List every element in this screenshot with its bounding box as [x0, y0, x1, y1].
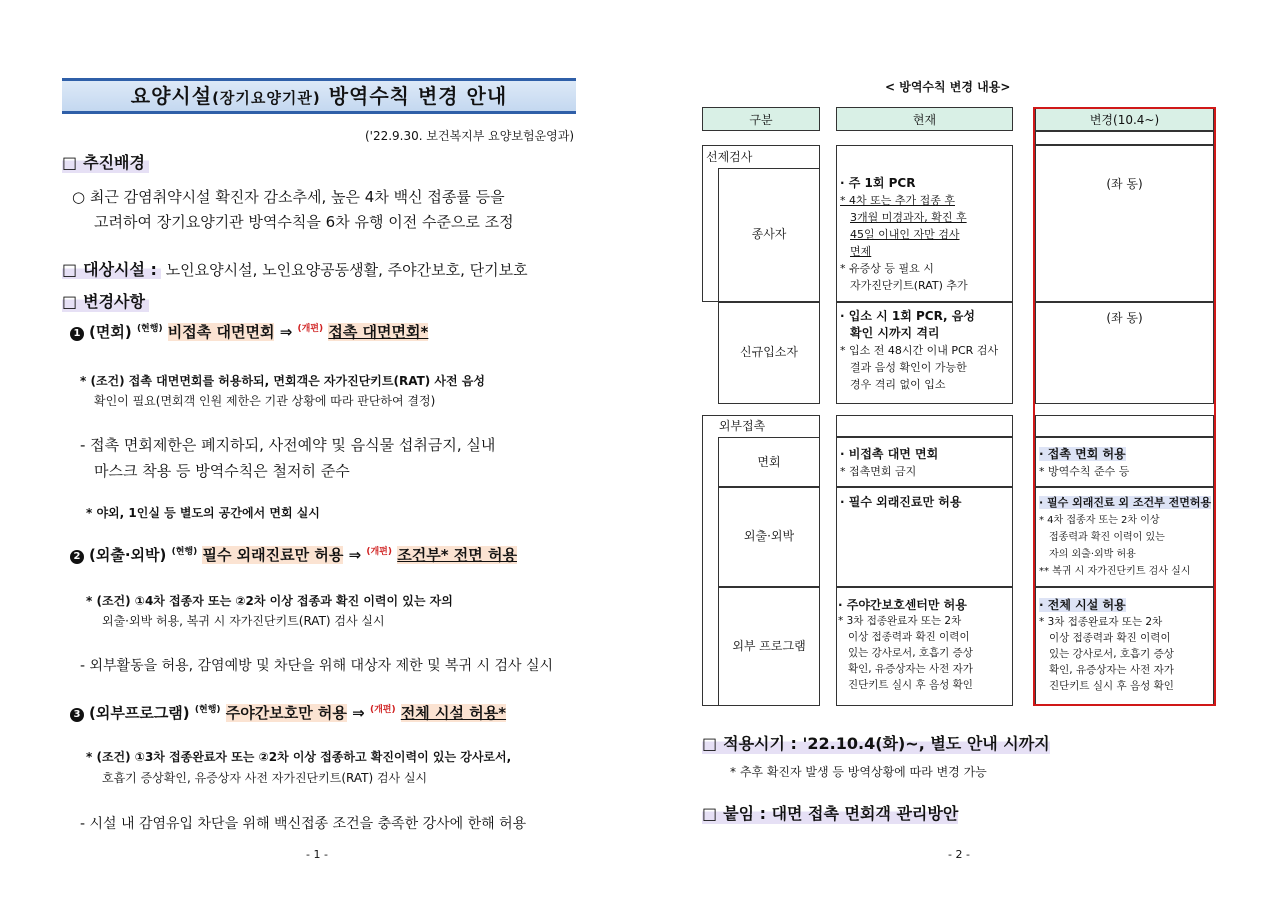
arrow-icon: ⇒ [348, 546, 362, 564]
page-number-1: - 1 - [306, 848, 328, 861]
title-sub: (장기요양기관) [212, 89, 321, 107]
row-outing-label: 외출·외박 [743, 529, 795, 543]
arrow-icon: ⇒ [279, 323, 293, 341]
department-line: ('22.9.30. 보건복지부 요양보험운영과) [364, 129, 574, 143]
row-staff-changed-text: (좌 동) [1106, 177, 1143, 191]
group-preemptive-label: 선제검사 [706, 150, 753, 164]
visit-note-2: 확인이 필요(면회객 인원 제한은 기관 상황에 따라 판단하여 결정) [94, 394, 436, 408]
arrow-icon: ⇒ [352, 704, 365, 722]
square-bullet-icon: □ [702, 734, 718, 753]
outing-new: 조건부* 전면 허용 [397, 546, 517, 564]
title-rest: 방역수칙 변경 안내 [320, 84, 508, 108]
row-visit-label: 면회 [757, 455, 781, 469]
document-title [62, 78, 576, 114]
section-attachment: □ 붙임 : 대면 접촉 면회객 관리방안 [702, 801, 958, 824]
external-changed-spacer [1035, 415, 1214, 437]
visit-note-3: * 야외, 1인실 등 별도의 공간에서 면회 실시 [86, 506, 320, 520]
program-note-1: * (조건) ①3차 접종완료자 또는 ②2차 이상 접종하고 확진이력이 있는 강사로서, [86, 750, 512, 764]
column-header-changed: 변경(10.4~) [1035, 107, 1214, 131]
row-program-changed-text: · 전체 시설 허용 * 3차 접종완료자 또는 2차 이상 접종력과 확진 이력이 있는 강사로서, 호흡기 증상 확인, 유증상자는 사전 자가 진단키트 실시 후 음성 확인 [1039, 598, 1174, 692]
section-target: □ 대상시설 : 노인요양시설, 노인요양공동생활, 주야간보호, 단기보호 [62, 260, 528, 279]
row-staff-label: 종사자 [751, 227, 787, 241]
change-item-program: 3 (외부프로그램) $^{(현행)}$ 주야간보호만 허용 ⇒ $^{(개편)}$ 전체 시설 허용* [70, 702, 506, 723]
change-item-visit: 1 (면회) $^{(현행)}$ 비접촉 대면면회 ⇒ $^{(개편)}$ 접촉 대면면회* [70, 321, 428, 342]
section-changes-label: 변경사항 [83, 292, 145, 311]
section-background [62, 150, 149, 173]
table-title: < 방역수칙 변경 내용> [885, 80, 1011, 94]
row-staff-current-text: · 주 1회 PCR * 4차 또는 추가 접종 후 3개월 미경과자, 확진 후 45일 이내인 자만 검사 면제 * 유증상 등 필요 시 자가진단키트(RAT) 추가 [840, 176, 968, 292]
section-changes [62, 289, 149, 312]
program-current: 주야간보호만 허용 [225, 704, 347, 722]
square-bullet-icon: □ [702, 804, 718, 823]
row-new-resident-current-text: · 입소 시 1회 PCR, 음성 확인 시까지 격리 * 입소 전 48시간 이내 PCR 검사 결과 음성 확인이 가능한 경우 격리 없이 입소 [840, 309, 999, 391]
row-new-resident-changed-text: (좌 동) [1106, 311, 1143, 325]
column-header-category: 구분 [702, 107, 820, 131]
outing-note-2: 외출·외박 허용, 복귀 시 자가진단키트(RAT) 검사 실시 [102, 614, 385, 628]
square-bullet-icon: □ [62, 260, 78, 279]
group-external-label: 외부접촉 [718, 419, 766, 433]
outing-dash-1: - 외부활동을 허용, 감염예방 및 차단을 위해 대상자 제한 및 복귀 시 검사 실시 [80, 658, 554, 674]
external-current-spacer [836, 415, 1013, 437]
row-visit-current-text: · 비접촉 대면 면회 * 접촉면회 금지 [840, 447, 939, 478]
program-dash-1: - 시설 내 감염유입 차단을 위해 백신접종 조건을 충족한 강사에 한해 허용 [80, 816, 527, 832]
number-2-icon: 2 [70, 550, 84, 564]
section-background-label: 추진배경 [83, 153, 145, 172]
square-bullet-icon: □ [62, 153, 78, 172]
visit-dash-1: - 접촉 면회제한은 폐지하되, 사전예약 및 음식물 섭취금지, 실내 [80, 436, 496, 454]
row-visit-changed-text: · 접촉 면회 허용 * 방역수칙 준수 등 [1039, 447, 1130, 478]
number-3-icon: 3 [70, 708, 84, 722]
square-bullet-icon: □ [62, 292, 78, 311]
change-item-outing: 2 (외출·외박) $^{(현행)}$ 필수 외래진료만 허용 ⇒ $^{(개편)}$ 조건부* 전면 허용 [70, 544, 517, 565]
section-apply-period: □ 적용시기 : '22.10.4(화)~, 별도 안내 시까지 [702, 731, 1050, 754]
outing-current: 필수 외래진료만 허용 [202, 546, 344, 564]
apply-period-note: * 추후 확진자 발생 등 방역상황에 따라 변경 가능 [730, 765, 987, 779]
row-new-resident-label: 신규입소자 [740, 345, 798, 359]
target-facilities: 노인요양시설, 노인요양공동생활, 주야간보호, 단기보호 [160, 261, 528, 279]
background-line-2: 고려하여 장기요양기관 방역수칙을 6차 유행 이전 수준으로 조정 [94, 213, 514, 231]
row-program-current-text: · 주야간보호센터만 허용 * 3차 접종완료자 또는 2차 이상 접종력과 확진 이력이 있는 강사로서, 호흡기 증상 확인, 유증상자는 사전 자가 진단키트 실시 후 음성 확인 [838, 598, 973, 691]
row-outing-current-text: · 필수 외래진료만 허용 [840, 495, 962, 509]
visit-new: 접촉 대면면회* [328, 323, 429, 341]
number-1-icon: 1 [70, 327, 84, 341]
visit-current: 비접촉 대면면회 [167, 323, 275, 341]
page-number-2: - 2 - [948, 848, 970, 861]
visit-note-1: * (조건) 접촉 대면면회를 허용하되, 면회객은 자가진단키트(RAT) 사전 음성 [80, 374, 485, 388]
visit-dash-2: 마스크 착용 등 방역수칙은 철저히 준수 [94, 462, 350, 480]
row-outing-changed-text: · 필수 외래진료 외 조건부 전면허용 * 4차 접종자 또는 2차 이상 접종력과 확진 이력이 있는 자의 외출·외박 허용 ** 복귀 시 자가진단키트 검사 실시 [1039, 496, 1212, 577]
header-spacer [1035, 131, 1214, 145]
background-line-1: ○ 최근 감염취약시설 확진자 감소추세, 높은 4차 백신 접종률 등을 [72, 188, 505, 206]
row-program-label: 외부 프로그램 [732, 639, 806, 653]
column-header-current: 현재 [836, 107, 1013, 131]
program-new: 전체 시설 허용* [400, 704, 507, 722]
row-staff-changed [1035, 145, 1214, 302]
program-note-2: 호흡기 증상확인, 유증상자 사전 자가진단키트(RAT) 검사 실시 [102, 771, 428, 785]
outing-note-1: * (조건) ①4차 접종자 또는 ②2차 이상 접종과 확진 이력이 있는 자의 [86, 594, 453, 608]
title-main: 요양시설 [130, 84, 213, 108]
